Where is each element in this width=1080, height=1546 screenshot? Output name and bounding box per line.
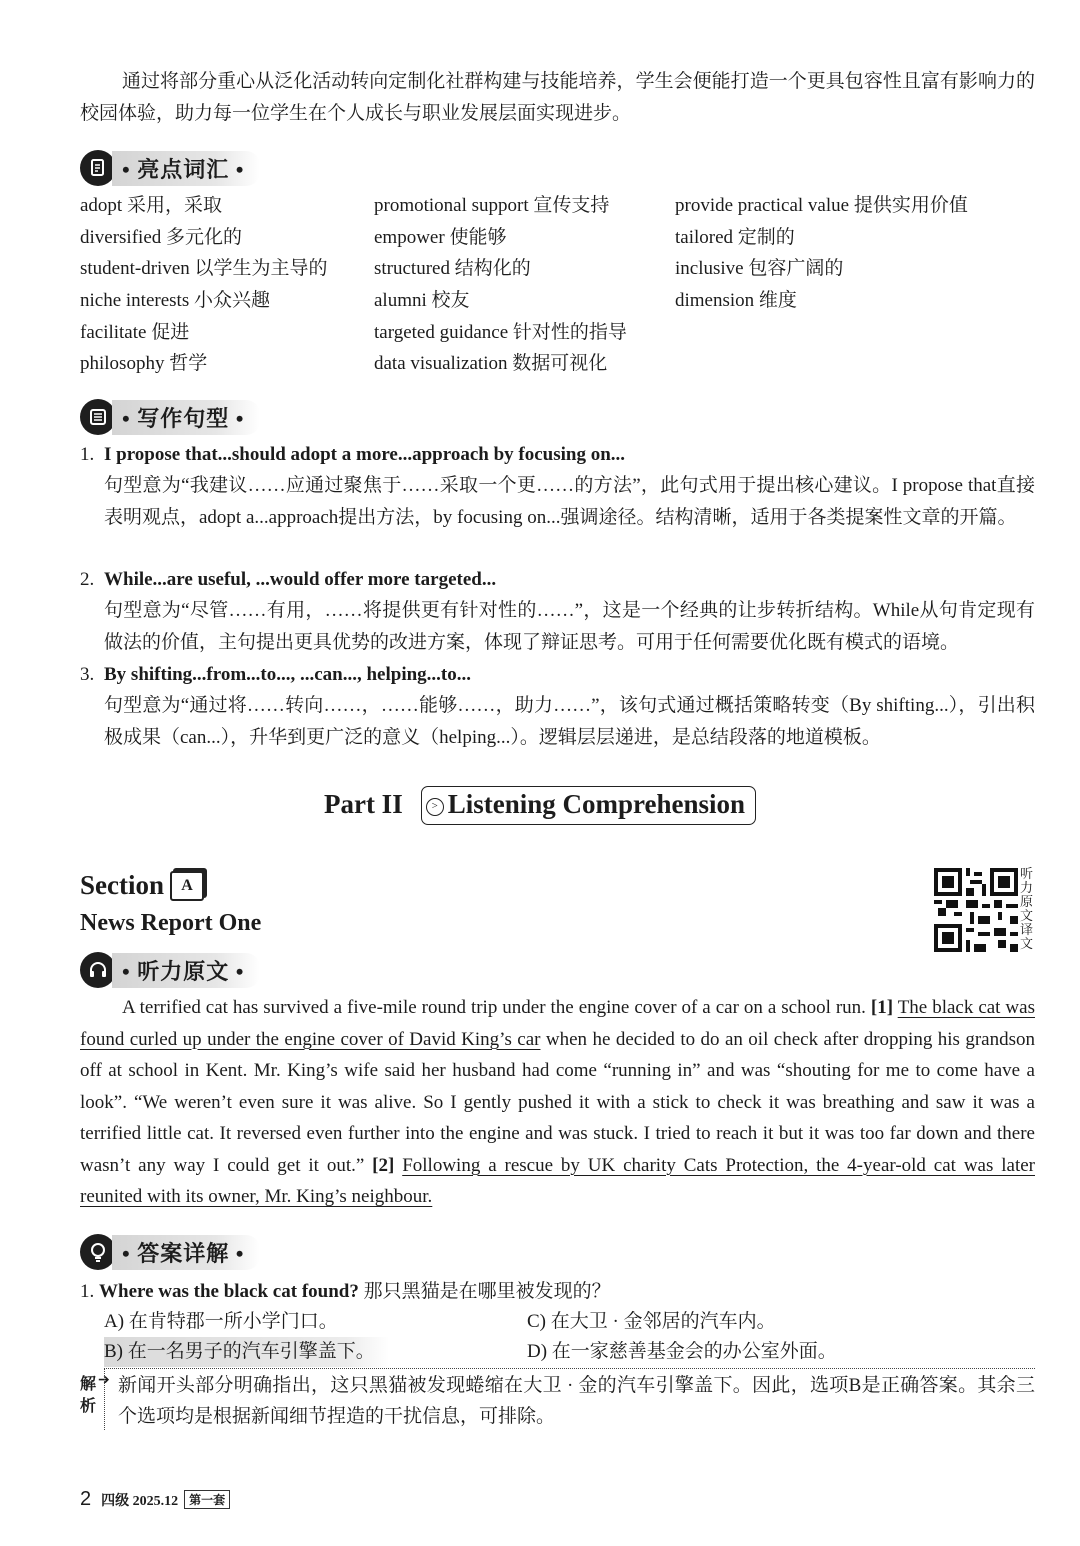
writing-item-3-explanation: 句型意为“通过将……转向……，……能够……，助力……”，该句式通过概括策略转变（By shifting...），引出积极成果（can...），升华到更广泛的意义（helping...）。逻辑层层递进，是总结段落的地道模板。 [104,695,1035,748]
transcript-text: A terrified cat has survived a five-mile round trip under the engine cover of a car on a school run. [122,997,871,1018]
vocab-item: provide practical value 提供实用价值 [675,195,968,216]
intro-paragraph: 通过将部分重心从泛化活动转向定制化社群构建与技能培养，学生会便能打造一个更具包容性且富有影响力的校园体验，助力每一位学生在个人成长与职业发展层面实现进步。 [80,71,1035,124]
transcript-section-header [80,952,260,988]
vocab-column-1 [80,190,328,380]
item-number: 2. [80,569,95,590]
answer-marker: [2] [372,1154,395,1176]
answer-sentence: The black cat was found curled up under the engine cover of David King’s car [80,997,1035,1050]
vocab-item: promotional support 宣传支持 [374,195,610,216]
part-title-box [421,786,756,825]
writing-item-1-pattern [80,440,625,470]
vocab-item: tailored 定制的 [675,226,795,248]
vocab-item: alumni 校友 [374,290,470,312]
vocab-item: inclusive 包容广阔的 [675,258,844,280]
vocab-column-3 [675,190,968,317]
document-icon [80,150,116,186]
section-label: Section [80,870,164,900]
transcript-text: when he decided to do an oil check after dropping his grandson off at school in Kent. Mr. King’s wife said her husband had come “running in” and was “shouting for me to come have a look”. “We weren’t even sure it was alive. So I gently pushed it with a stick to check it was breathing and saw it was a terrified little cat. It reversed even further into the engine and was stuck. I tried to reach it but it was too far down and there wasn’t any way I could get it out.” [80,1028,1035,1176]
headphones-icon [80,952,116,988]
analysis-text: 新闻开头部分明确指出，这只黑猫被发现蜷缩在大卫 · 金的汽车引擎盖下。因此，选项B是正确答案。其余三个选项均是根据新闻细节捏造的干扰信息，可排除。 [118,1375,1035,1427]
arrow-right-icon: > [426,798,444,816]
transcript-section-title: • 听力原文 • [112,953,260,988]
vocab-item: data visualization 数据可视化 [374,353,608,375]
vocab-section-title: • 亮点词汇 • [112,151,260,186]
analysis-divider [104,1368,1035,1369]
question-1 [80,1277,611,1307]
item-number: 1. [80,444,95,465]
part-label: Part II [323,789,403,819]
vocab-item: niche interests 小众兴趣 [80,290,270,312]
qr-code-icon[interactable] [934,868,1018,952]
vocab-section-header [80,150,260,186]
question-text-en: Where was the black cat found? [99,1281,359,1302]
exam-level: 四级 2025.12 [101,1493,179,1509]
qr-label: 听力原文译文 [1020,867,1034,952]
notebook-icon [80,399,116,435]
vocab-item: adopt 采用，采取 [80,195,222,216]
exam-set-tag: 第一套 [184,1490,230,1509]
vocab-item: diversified 多元化的 [80,226,243,248]
lightbulb-icon [80,1234,116,1270]
page-number: 2 [80,1488,92,1510]
analysis-label: 解析 [80,1376,97,1415]
vocab-item: facilitate 促进 [80,321,190,343]
writing-section-header [80,399,260,435]
option-c: C) 在大卫 · 金邻居的汽车内。 [527,1311,776,1332]
answer-marker: [1] [870,997,894,1018]
pattern-text: By shifting...from...to..., ...can..., helping...to... [104,664,472,685]
analysis-divider-vertical [104,1368,105,1430]
item-number: 3. [80,664,95,685]
page-footer [80,1488,230,1511]
option-b-correct: B) 在一名男子的汽车引擎盖下。 [104,1337,389,1367]
vocab-item: student-driven 以学生为主导的 [80,258,328,280]
vocab-list [80,190,1035,380]
vocab-item: dimension 维度 [675,290,797,312]
vocab-item: empower 使能够 [374,226,507,248]
section-title [80,870,204,901]
writing-item-3-pattern [80,660,471,690]
option-a: A) 在肯特郡一所小学门口。 [104,1311,338,1332]
writing-item-1-explanation: 句型意为“我建议……应通过聚焦于……采取一个更……的方法”，此句式用于提出核心建议。I propose that直接表明观点，adopt a...approach提出方法，by focusing on...强调途径。结构清晰，适用于各类提案性文章的开篇。 [104,475,1035,528]
writing-item-2-explanation: 句型意为“尽管……有用，……将提供更有针对性的……”，这是一个经典的让步转折结构。While从句肯定现有做法的价值，主句提出更具优势的改进方案，体现了辩证思考。可用于任何需要优化既有模式的语境。 [104,600,1035,653]
section-badge: A [170,871,204,901]
part-title [0,786,1080,825]
pattern-text: I propose that...should adopt a more...approach by focusing on... [104,444,626,465]
vocab-item: philosophy 哲学 [80,353,208,375]
answer-section-header [80,1234,260,1270]
arrow-right-icon: ➔ [98,1373,110,1388]
vocab-column-2 [374,190,627,380]
writing-section-title: • 写作句型 • [112,400,260,435]
option-d: D) 在一家慈善基金会的办公室外面。 [527,1341,837,1362]
pattern-text: While...are useful, ...would offer more targeted... [104,569,497,590]
transcript-paragraph [80,992,1035,1213]
news-title: News Report One [80,910,262,936]
answer-sentence: Following a rescue by UK charity Cats Protection, the 4-year-old cat was later reunited with its owner, Mr. King’s neighbour. [80,1154,1035,1207]
vocab-item: targeted guidance 针对性的指导 [374,321,627,343]
part-title-text: Listening Comprehension [447,789,746,819]
vocab-item: structured 结构化的 [374,258,531,280]
writing-item-2-pattern [80,565,496,595]
answer-section-title: • 答案详解 • [112,1235,260,1270]
question-number: 1. [80,1281,95,1302]
question-text-cn: 那只黑猫是在哪里被发现的？ [363,1281,611,1302]
